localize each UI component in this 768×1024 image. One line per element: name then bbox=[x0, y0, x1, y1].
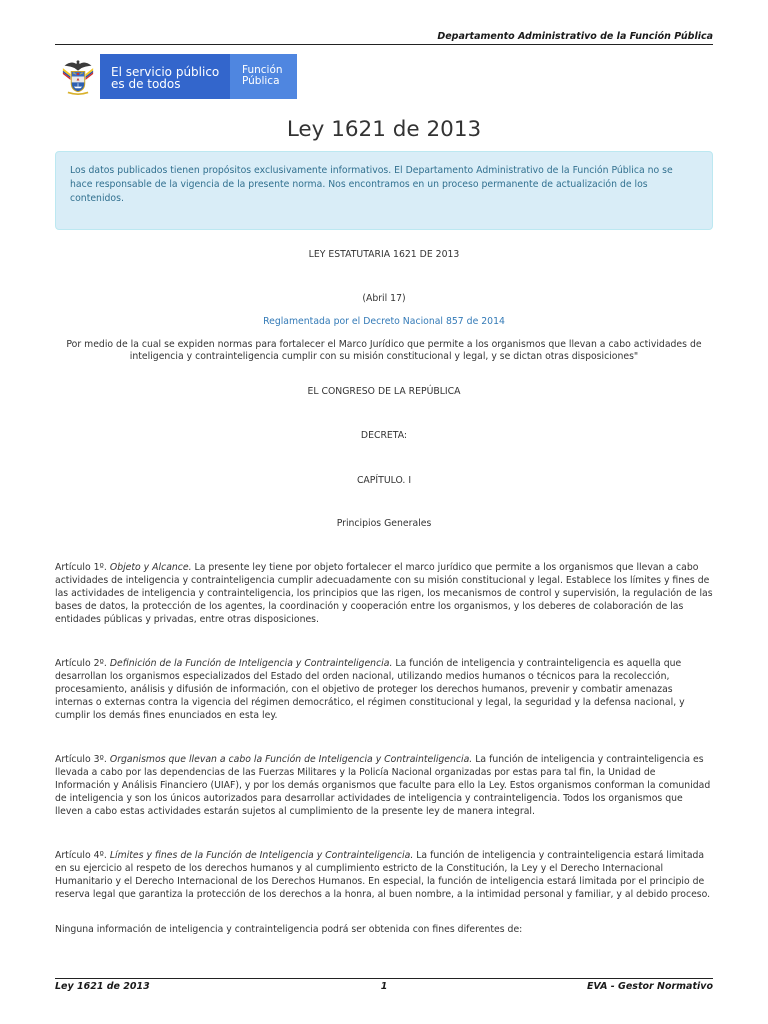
disclaimer-notice bbox=[55, 151, 713, 230]
article-label: Artículo 4º. bbox=[55, 850, 107, 861]
article-label: Artículo 1º. bbox=[55, 562, 107, 573]
regulation-link-row bbox=[55, 315, 713, 328]
law-purpose-line: Por medio de la cual se expiden normas para fortalecer el Marco Jurídico que permite a los organismos que llevan a cabo actividades de bbox=[66, 339, 702, 350]
article-line: reserva legal que garantiza la protección de los derechos a la honra, al buen nombre, a la intimidad personal y familiar, y al debido proceso. bbox=[55, 889, 711, 900]
article-title: Organismos que llevan a cabo la Función de Inteligencia y Contrainteligencia. bbox=[109, 754, 473, 765]
article-line bbox=[55, 657, 685, 670]
article-line: las actividades de inteligencia y contrainteligencia, los principios que las rigen, los mecanismos de control y supervisión, la regulación de las bbox=[55, 588, 713, 599]
logo-slogan-line: El servicio público bbox=[111, 65, 220, 79]
article-line: actividades de inteligencia y contrainteligencia cumplir adecuadamente con su misión constitucional y legal. Establece los límites y fines de bbox=[55, 575, 710, 586]
header-rule bbox=[55, 44, 713, 45]
article-line bbox=[55, 561, 713, 574]
article-4 bbox=[55, 849, 710, 901]
article-text: La función de inteligencia y contrainteligencia estará limitada bbox=[416, 850, 705, 861]
chapter-title: Principios Generales bbox=[336, 518, 432, 529]
flags-right bbox=[86, 68, 94, 80]
chapter-heading: CAPÍTULO. I bbox=[356, 475, 412, 486]
article-label: Artículo 3º. bbox=[55, 754, 107, 765]
article-line: Humanitario y el Derecho Internacional de los Derechos Humanos. En especial, la función de inteligencia estará limitada por el principio de bbox=[55, 876, 705, 887]
logo-entity-line: Pública bbox=[242, 75, 280, 87]
law-purpose bbox=[55, 339, 713, 363]
article-line: de inteligencia y son los únicos autorizados para desarrollar actividades de inteligencia y contrainteligencia. Todos los organismos que bbox=[55, 793, 683, 804]
article-title: Objeto y Alcance. bbox=[109, 562, 192, 573]
law-purpose-line: inteligencia y contrainteligencia cumplir con su misión constitucional y legal, y se dictan otras disposiciones" bbox=[129, 351, 639, 362]
logo bbox=[55, 54, 297, 99]
article-line bbox=[55, 753, 710, 766]
article-line: cumplir los demás fines enunciados en esta ley. bbox=[55, 710, 278, 721]
notice-line: contenidos. bbox=[70, 193, 124, 204]
article-line: desarrollan los organismos especializados del Estado del orden nacional, utilizando medios humanos o técnicos para la recolección, bbox=[55, 671, 670, 682]
article-line: Información y Análisis Financiero (UIAF), y por los demás organismos que faculte para ello la Ley. Estos organismos conforman la comunidad bbox=[55, 780, 711, 791]
article-line: bases de datos, la protección de los agentes, la coordinación y cooperación entre los organismos, y los deberes de colaboración de las bbox=[55, 601, 684, 612]
article-text: La función de inteligencia y contrainteligencia es aquella que bbox=[395, 658, 682, 669]
logo-slogan-line: es de todos bbox=[111, 77, 181, 91]
article-line: llevada a cabo por las dependencias de las Fuerzas Militares y la Policía Nacional organizadas por estas para tal fin, la Unidad de bbox=[55, 767, 656, 778]
notice-line: Los datos publicados tienen propósitos exclusivamente informativos. El Departamento Administrativo de la Función Pública no se bbox=[70, 165, 673, 176]
regulation-link[interactable]: Reglamentada por el Decreto Nacional 857 de 2014 bbox=[263, 316, 505, 327]
header-department: Departamento Administrativo de la Función Pública bbox=[437, 31, 713, 42]
footer-page-number: 1 bbox=[380, 981, 388, 992]
article-title: Límites y fines de la Función de Inteligencia y Contrainteligencia. bbox=[109, 850, 414, 861]
footer-law: Ley 1621 de 2013 bbox=[55, 981, 150, 992]
closing-paragraph bbox=[55, 923, 522, 936]
condor bbox=[65, 60, 92, 70]
law-decree: DECRETA: bbox=[360, 430, 408, 441]
article-line: lleven a cabo estas actividades estarán sujetos al cumplimiento de la presente ley de manera integral. bbox=[55, 806, 535, 817]
article-title: Definición de la Función de Inteligencia y Contrainteligencia. bbox=[109, 658, 393, 669]
law-heading: LEY ESTATUTARIA 1621 DE 2013 bbox=[308, 249, 460, 260]
article-2 bbox=[55, 657, 685, 722]
article-text: La presente ley tiene por objeto fortalecer el marco jurídico que permite a los organismos que llevan a cabo bbox=[194, 562, 699, 573]
page-title: Ley 1621 de 2013 bbox=[286, 117, 482, 142]
flags-left bbox=[63, 68, 71, 80]
footer-rule bbox=[55, 978, 713, 979]
article-line: internas o externas contra la vigencia del régimen democrático, el régimen constitucional y legal, la seguridad y la defensa nacional, y bbox=[55, 697, 685, 708]
law-issuer: EL CONGRESO DE LA REPÚBLICA bbox=[307, 386, 461, 397]
closing-line: Ninguna información de inteligencia y contrainteligencia podrá ser obtenida con fines diferentes de: bbox=[55, 924, 523, 935]
article-3 bbox=[55, 753, 710, 818]
logo-emblem bbox=[55, 54, 100, 99]
notice-line: hace responsable de la vigencia de la presente norma. Nos encontramos en un proceso permanente de actualización de los bbox=[70, 179, 648, 190]
logo-entity-name bbox=[230, 54, 297, 99]
logo-entity-line: Función bbox=[242, 64, 283, 76]
article-text: La función de inteligencia y contrainteligencia es bbox=[475, 754, 704, 765]
article-line: entidades públicas y privadas, entre otras disposiciones. bbox=[55, 614, 319, 625]
article-line: en su ejercicio al respeto de los derechos humanos y al cumplimiento estricto de la Constitución, la Ley y el Derecho Internacional bbox=[55, 863, 664, 874]
law-date: (Abril 17) bbox=[362, 293, 406, 304]
article-label: Artículo 2º. bbox=[55, 658, 107, 669]
colombia-coat-of-arms-icon bbox=[61, 58, 95, 95]
footer-system: EVA - Gestor Normativo bbox=[586, 981, 713, 992]
article-line: procesamiento, análisis y difusión de información, con el objetivo de proteger los derechos humanos, prevenir y combatir amenazas bbox=[55, 684, 673, 695]
article-line bbox=[55, 849, 710, 862]
logo-slogan bbox=[100, 54, 230, 99]
article-1 bbox=[55, 561, 713, 626]
